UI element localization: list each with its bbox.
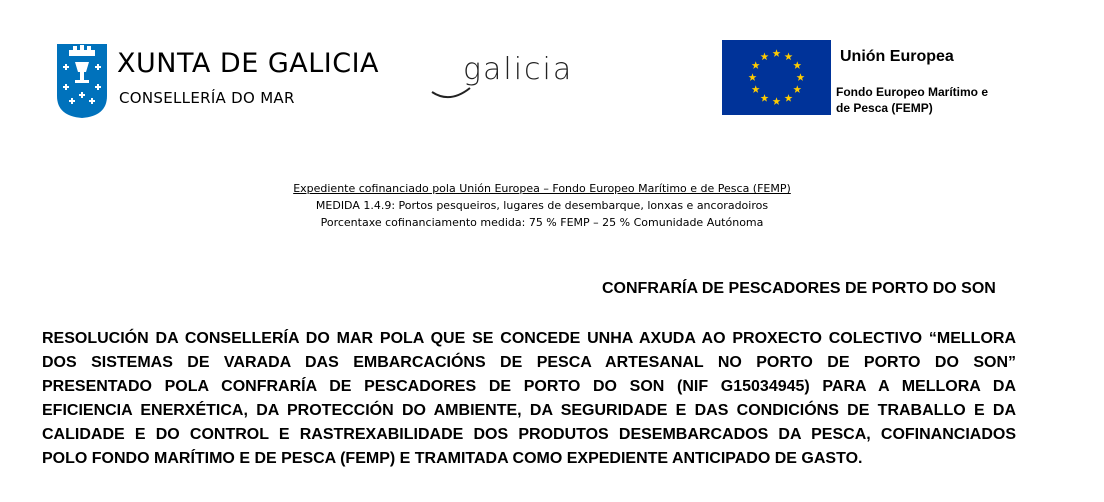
note-line: Porcentaxe cofinanciamento medida: 75 % FEMP – 25 % Comunidade Autónoma [320,216,764,229]
resolution-line: DOS SISTEMAS DE VARADA DAS EMBARCACIÓNS DE PESCA ARTESANAL NO PORTO DE PORTO DO SON” [42,354,1016,371]
eu-fund-line: Fondo Europeo Marítimo e [836,85,988,99]
resolution-title [42,327,1016,471]
xunta-shield-icon [55,42,109,120]
resolution-line: CALIDADE E DO CONTROL E RASTREXABILIDADE DOS PRODUTOS DESEMBARCADOS DA PESCA, COFINANCIADOS [42,426,1016,443]
eu-flag-icon [722,40,831,115]
eu-fund-line: de Pesca (FEMP) [836,101,933,115]
note-line: MEDIDA 1.4.9: Portos pesqueiros, lugares de desembarque, lonxas e ancoradoiros [315,199,769,212]
xunta-logo [55,42,380,120]
eu-title: Unión Europea [840,48,954,65]
eu-fund-name [836,84,1036,116]
recipient-heading: CONFRARÍA DE PESCADORES DE PORTO DO SON [602,280,996,297]
cofinancing-note [0,180,1084,231]
department-name: CONSELLERÍA DO MAR [119,89,295,107]
xunta-name: XUNTA DE GALICIA [117,48,380,79]
galicia-logo [430,52,574,104]
resolution-line: PRESENTADO POLA CONFRARÍA DE PESCADORES DE PORTO DO SON (NIF G15034945) PARA A MELLORA DA [42,378,1016,395]
resolution-line: POLO FONDO MARÍTIMO E DE PESCA (FEMP) E TRAMITADA COMO EXPEDIENTE ANTICIPADO DE GASTO. [42,450,863,467]
galicia-wordmark: galicia [463,52,574,87]
resolution-line: EFICIENCIA ENERXÉTICA, DA PROTECCIÓN DO AMBIENTE, DA SEGURIDADE E DAS CONDICIÓNS DE TRABALLO E DA [42,402,1016,419]
resolution-line: RESOLUCIÓN DA CONSELLERÍA DO MAR POLA QUE SE CONCEDE UNHA AXUDA AO PROXECTO COLECTIVO “MELLORA [42,330,1016,347]
note-line: Expediente cofinanciado pola Unión Europea – Fondo Europeo Marítimo e de Pesca (FEMP) [293,182,791,195]
